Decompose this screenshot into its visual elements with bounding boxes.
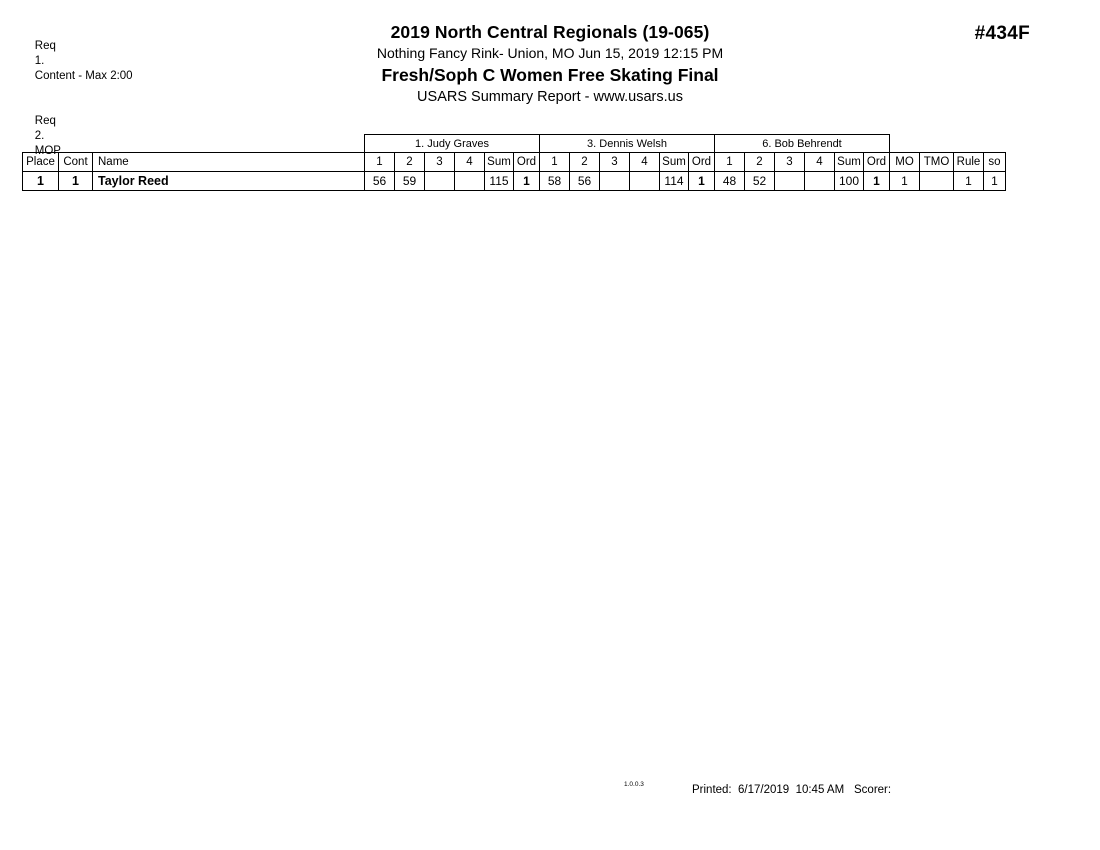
col-header-j1-ord: Ord <box>514 153 540 172</box>
cell-j3-m2: 52 <box>745 172 775 191</box>
table-header-row <box>23 153 1006 172</box>
cell-j3-m1: 48 <box>715 172 745 191</box>
col-header-j3-m3: 3 <box>775 153 805 172</box>
col-header-mo: MO <box>890 153 920 172</box>
col-header-j1-m3: 3 <box>425 153 455 172</box>
scorer-label: Scorer: <box>854 784 892 796</box>
col-header-j3-ord: Ord <box>864 153 890 172</box>
cell-j2-ord: 1 <box>689 172 715 191</box>
judge-band-row <box>23 135 1006 153</box>
cell-j2-m1: 58 <box>540 172 570 191</box>
cell-name: Taylor Reed <box>93 172 365 191</box>
event-number: #434F <box>974 23 1030 44</box>
judge-band-3: 6. Bob Behrendt <box>715 135 890 153</box>
cell-j1-m2: 59 <box>395 172 425 191</box>
requirement-label: Req <box>34 115 56 127</box>
results-table <box>22 134 1006 191</box>
spacer-rule <box>954 135 984 153</box>
cell-j3-m4 <box>805 172 835 191</box>
col-header-so: so <box>984 153 1006 172</box>
col-header-j1-sum: Sum <box>485 153 514 172</box>
table-row <box>23 172 1006 191</box>
cell-j2-m4 <box>630 172 660 191</box>
spacer-mo <box>890 135 920 153</box>
report-subtitle: USARS Summary Report - www.usars.us <box>417 89 683 105</box>
col-header-j1-m4: 4 <box>455 153 485 172</box>
version-text: 1.0.0.3 <box>624 781 644 788</box>
venue-line: Nothing Fancy Rink- Union, MO Jun 15, 2019 12:15 PM <box>376 45 724 61</box>
cell-j3-ord: 1 <box>864 172 890 191</box>
judge-band-1: 1. Judy Graves <box>365 135 540 153</box>
col-header-j1-m2: 2 <box>395 153 425 172</box>
cell-rule: 1 <box>954 172 984 191</box>
col-header-cont: Cont <box>59 153 93 172</box>
col-header-name: Name <box>93 153 365 172</box>
spacer-so <box>984 135 1006 153</box>
col-header-j2-sum: Sum <box>660 153 689 172</box>
spacer-cont <box>59 135 93 153</box>
requirement-text: MOP <box>34 145 61 157</box>
requirement-label: Req <box>34 40 56 52</box>
col-header-j3-sum: Sum <box>835 153 864 172</box>
cell-so: 1 <box>984 172 1006 191</box>
col-header-j3-m2: 2 <box>745 153 775 172</box>
cell-tmo <box>920 172 954 191</box>
col-header-j2-m3: 3 <box>600 153 630 172</box>
col-header-j3-m4: 4 <box>805 153 835 172</box>
event-title: Fresh/Soph C Women Free Skating Final <box>381 65 719 85</box>
cell-j1-sum: 115 <box>485 172 514 191</box>
col-header-j2-ord: Ord <box>689 153 715 172</box>
spacer-name <box>93 135 365 153</box>
requirement-number: 1. <box>34 55 45 67</box>
col-header-rule: Rule <box>954 153 984 172</box>
printed-text: Printed: 6/17/2019 10:45 AM <box>692 784 845 796</box>
cell-j1-m4 <box>455 172 485 191</box>
spacer-place <box>23 135 59 153</box>
judge-band-2: 3. Dennis Welsh <box>540 135 715 153</box>
cell-j2-m2: 56 <box>570 172 600 191</box>
requirement-number: 2. <box>34 130 45 142</box>
cell-mo: 1 <box>890 172 920 191</box>
cell-j3-m3 <box>775 172 805 191</box>
cell-cont: 1 <box>59 172 93 191</box>
cell-place: 1 <box>23 172 59 191</box>
spacer-tmo <box>920 135 954 153</box>
col-header-j1-m1: 1 <box>365 153 395 172</box>
col-header-j2-m2: 2 <box>570 153 600 172</box>
col-header-place: Place <box>23 153 59 172</box>
cell-j1-m3 <box>425 172 455 191</box>
col-header-j2-m1: 1 <box>540 153 570 172</box>
cell-j1-m1: 56 <box>365 172 395 191</box>
cell-j2-m3 <box>600 172 630 191</box>
page-title: 2019 North Central Regionals (19-065) <box>390 22 710 42</box>
col-header-j3-m1: 1 <box>715 153 745 172</box>
cell-j2-sum: 114 <box>660 172 689 191</box>
col-header-j2-m4: 4 <box>630 153 660 172</box>
col-header-tmo: TMO <box>920 153 954 172</box>
cell-j1-ord: 1 <box>514 172 540 191</box>
document-header <box>0 22 1100 107</box>
requirement-text: Content - Max 2:00 <box>34 70 133 82</box>
cell-j3-sum: 100 <box>835 172 864 191</box>
